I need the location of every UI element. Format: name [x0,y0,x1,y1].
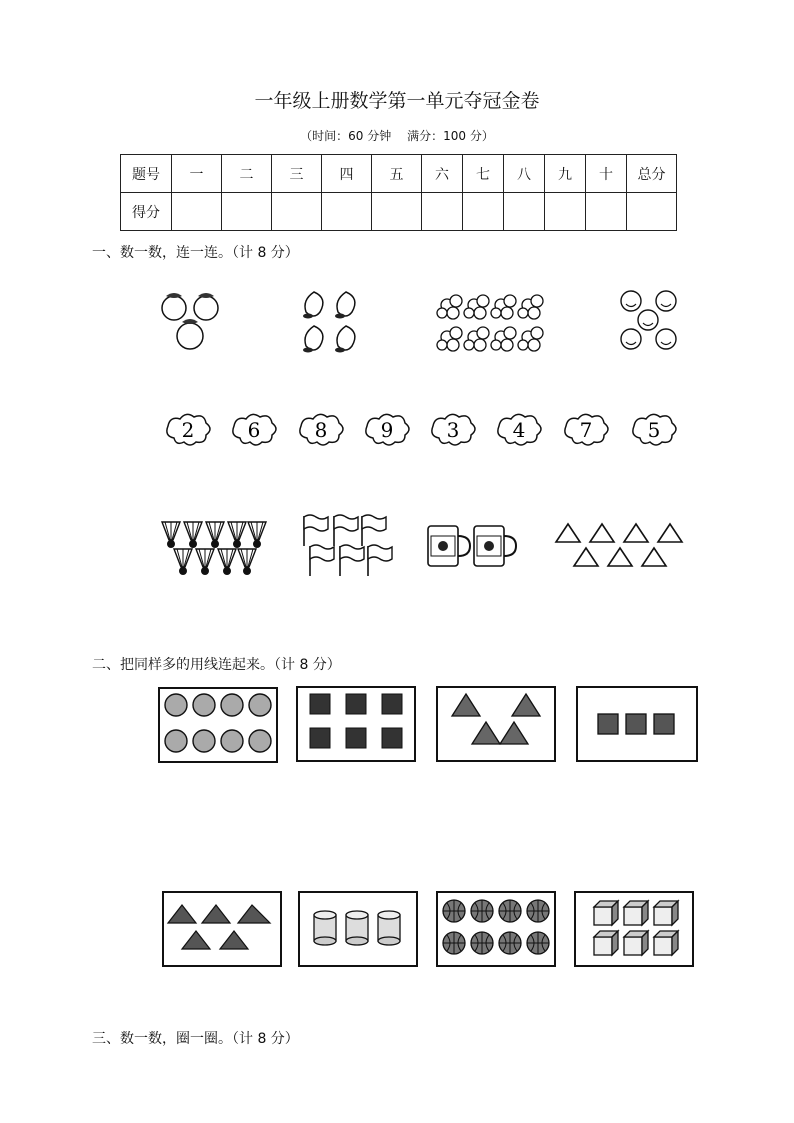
number-flower[interactable] [560,408,612,450]
header-cell: 一 [172,155,222,193]
score-cell[interactable] [272,193,322,231]
number-label: 6 [247,418,261,442]
cylinder-icon [298,891,418,967]
number-label: 9 [380,418,394,442]
number-label: 3 [446,418,460,442]
score-table [120,154,677,231]
section-1-heading: 一、数一数，连一连。（计 8 分） [92,245,299,261]
score-cell[interactable] [463,193,504,231]
smiley-icon [618,290,680,352]
number-label: 7 [579,418,593,442]
header-cell: 七 [463,155,504,193]
number-flower[interactable] [295,408,347,450]
triangle-box-icon [436,686,556,762]
header-cell: 三 [272,155,322,193]
cube-icon [574,891,694,967]
circle-icon [158,687,278,763]
flower-icon [436,293,546,355]
score-cell[interactable] [322,193,372,231]
header-cell: 六 [422,155,463,193]
number-flower[interactable] [427,408,479,450]
section-3-heading: 三、数一数，圈一圈。（计 8 分） [92,1031,299,1047]
header-cell: 九 [545,155,586,193]
number-flower[interactable] [228,408,280,450]
flag-icon [300,512,392,578]
basketball-icon [436,891,556,967]
number-flower[interactable] [162,408,214,450]
score-cell[interactable] [627,193,677,231]
triangle-icon [554,522,686,568]
header-cell: 总分 [627,155,677,193]
exam-info [0,127,794,144]
header-cell: 四 [322,155,372,193]
page-title: 一年级上册数学第一单元夺冠金卷 [254,90,540,112]
header-cell: 题号 [121,155,172,193]
time-limit: （时间：60 分钟 [300,129,392,143]
score-label: 得分 [121,193,172,231]
score-cell[interactable] [222,193,272,231]
score-cell[interactable] [545,193,586,231]
header-cell: 八 [504,155,545,193]
pyramid-icon [162,891,282,967]
number-label: 4 [512,418,526,442]
score-cell[interactable] [504,193,545,231]
dark-square-icon [296,686,416,762]
header-cell: 二 [222,155,272,193]
number-flower[interactable] [361,408,413,450]
score-table-score-row [121,193,677,231]
score-cell[interactable] [372,193,422,231]
square-icon [576,686,698,762]
apple-icon [158,286,230,356]
number-label: 2 [181,418,195,442]
header-cell: 五 [372,155,422,193]
shuttlecock-icon [160,520,268,576]
header-cell: 十 [586,155,627,193]
mug-icon [424,524,520,570]
score-cell[interactable] [172,193,222,231]
full-score: 满分：100 分） [407,129,494,143]
score-cell[interactable] [422,193,463,231]
number-flower[interactable] [628,408,680,450]
score-cell[interactable] [586,193,627,231]
score-table-header-row [121,155,677,193]
number-label: 8 [314,418,328,442]
section-2-heading: 二、把同样多的用线连起来。（计 8 分） [92,657,341,673]
number-flower[interactable] [493,408,545,450]
peach-icon [300,288,365,356]
number-label: 5 [647,418,661,442]
